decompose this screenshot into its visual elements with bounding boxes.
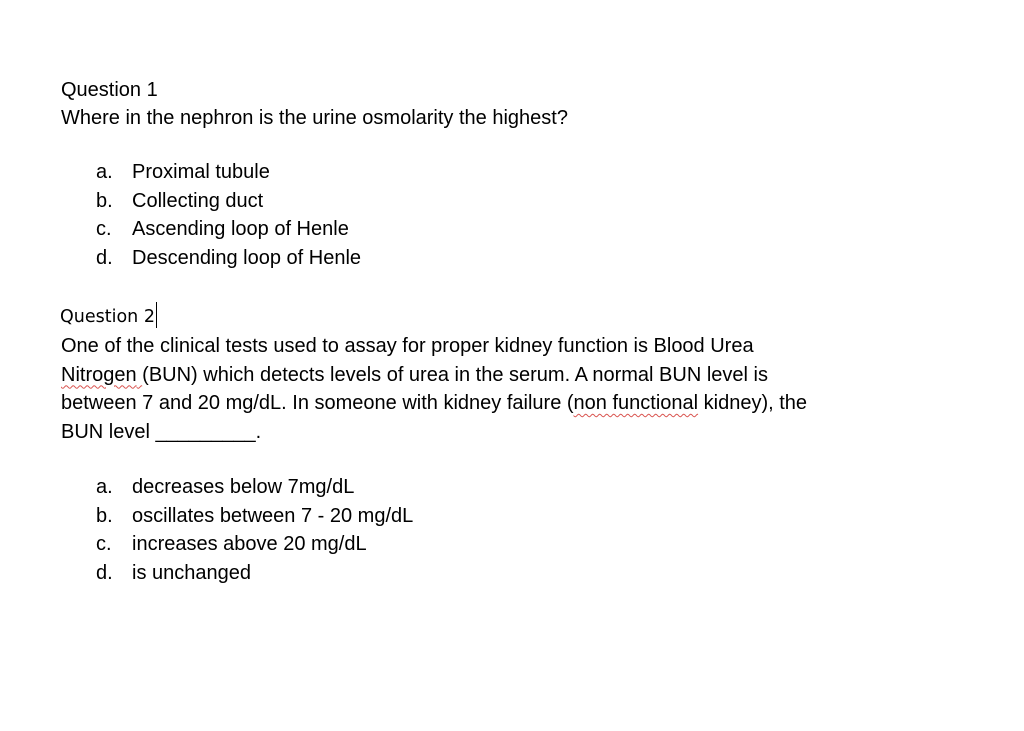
option-label: increases above 20 mg/dL bbox=[132, 533, 367, 556]
option-label: Collecting duct bbox=[132, 189, 264, 212]
question-2-line: BUN level _________. bbox=[61, 420, 262, 443]
option-letter: b. bbox=[96, 504, 113, 527]
list-item bbox=[96, 473, 413, 502]
option-label: Proximal tubule bbox=[132, 161, 270, 183]
option-letter: b. bbox=[96, 189, 113, 212]
question-2-line-text: kidney), the bbox=[698, 392, 808, 414]
option-label: Descending loop of Henle bbox=[132, 247, 362, 270]
question-2-heading[interactable] bbox=[60, 302, 157, 331]
question-2-line bbox=[61, 389, 981, 418]
question-1-heading: Question 1 bbox=[61, 79, 158, 101]
list-item bbox=[96, 502, 413, 531]
question-1-options bbox=[96, 158, 361, 273]
option-label: is unchanged bbox=[132, 562, 251, 585]
list-item bbox=[96, 187, 361, 216]
question-2-line: One of the clinical tests used to assay for proper kidney function is Blood Urea bbox=[61, 335, 754, 357]
option-letter: c. bbox=[96, 218, 112, 241]
option-letter: a. bbox=[96, 476, 113, 498]
spellcheck-word[interactable]: Nitrogen bbox=[61, 363, 137, 386]
option-letter: a. bbox=[96, 161, 113, 183]
question-1-text: Where in the nephron is the urine osmolarity the highest? bbox=[61, 107, 568, 129]
option-label: oscillates between 7 - 20 mg/dL bbox=[132, 504, 414, 527]
question-2-line-text: (BUN) which detects levels of urea in the serum. A normal BUN level is bbox=[142, 363, 768, 386]
question-2-line-text: between 7 and 20 mg/dL. In someone with kidney failure ( bbox=[61, 392, 574, 414]
option-letter: d. bbox=[96, 247, 113, 270]
option-label: Ascending loop of Henle bbox=[132, 218, 349, 241]
option-label: decreases below 7mg/dL bbox=[132, 476, 355, 498]
list-item bbox=[96, 158, 361, 187]
question-2-options bbox=[96, 473, 413, 588]
question-2-text bbox=[61, 332, 981, 446]
option-letter: c. bbox=[96, 533, 112, 556]
question-2-line bbox=[61, 361, 981, 390]
list-item bbox=[96, 215, 361, 244]
list-item bbox=[96, 530, 413, 559]
list-item bbox=[96, 244, 361, 273]
option-letter: d. bbox=[96, 562, 113, 585]
list-item bbox=[96, 559, 413, 588]
question-2-heading-text: Question 2 bbox=[60, 307, 155, 327]
spellcheck-word[interactable]: non functional bbox=[573, 392, 699, 414]
text-cursor bbox=[156, 302, 158, 328]
